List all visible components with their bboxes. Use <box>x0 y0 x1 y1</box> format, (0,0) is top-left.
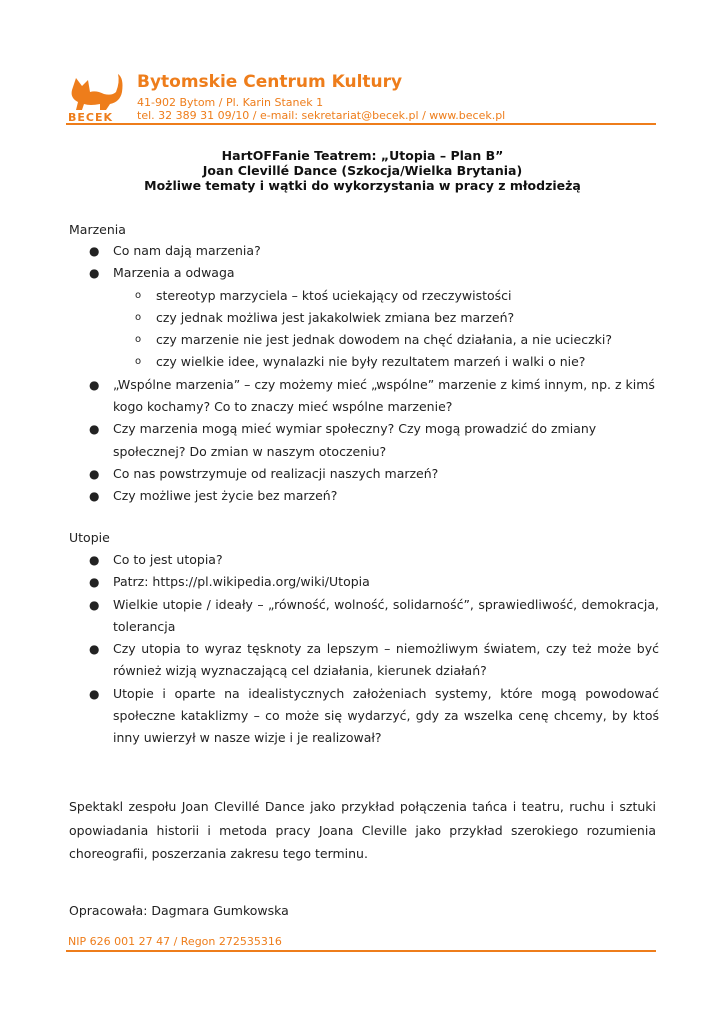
list-item <box>69 594 659 639</box>
footer-registration: NIP 626 001 27 47 / Regon 272535316 <box>68 935 282 948</box>
list-item-text: „Wspólne marzenia” – czy możemy mieć „wspólne” marzenie z kimś innym, np. z kimś kogo kochamy? Co to znaczy mieć wspólne marzenie? <box>113 376 655 415</box>
title-line-3: Możliwe tematy i wątki do wykorzystania w pracy z młodzieżą <box>144 178 581 193</box>
summary-paragraph: Spektakl zespołu Joan Clevillé Dance jako przykład połączenia tańca i teatru, ruchu i sztuki opowiadania historii i metoda pracy Joana Cleville jako przykład szerokiego rozumienia choreografii, poszerzania zakresu tego terminu. <box>69 799 656 861</box>
list-item-text: Wielkie utopie / ideały – „równość, wolność, solidarność”, sprawiedliwość, demokracja, tolerancja <box>113 596 659 634</box>
list-item-text: Czy utopia to wyraz tęsknoty za lepszym – niemożliwym światem, czy też może być również wizją wyznaczającą cel działania, kierunek działań? <box>113 641 659 679</box>
list-item-text: Co nam dają marzenia? <box>113 243 261 258</box>
bullet-dot-icon: ● <box>89 686 100 701</box>
list-item <box>69 683 659 750</box>
list-item <box>69 485 659 507</box>
bullet-dot-icon: ● <box>89 597 100 612</box>
list-item-text: Co nas powstrzymuje od realizacji naszych marzeń? <box>113 465 439 481</box>
list-item <box>69 549 659 571</box>
list-item-text: Co to jest utopia? <box>113 552 223 567</box>
footer-divider <box>66 950 656 952</box>
list-item <box>69 418 659 463</box>
sub-list-item-text: czy wielkie idee, wynalazki nie były rezultatem marzeń i walki o nie? <box>156 354 586 370</box>
document-title <box>60 148 665 193</box>
list-item <box>69 571 659 593</box>
section-heading-utopie: Utopie <box>69 530 110 545</box>
organization-name: Bytomskie Centrum Kultury <box>137 72 403 92</box>
marzenia-list <box>69 240 659 508</box>
bullet-dot-icon: ● <box>89 377 100 392</box>
bullet-dot-icon: ● <box>89 489 100 504</box>
list-item <box>69 463 659 485</box>
marzenia-sublist <box>113 285 659 374</box>
sub-list-item-text: czy jednak możliwa jest jakakolwiek zmiana bez marzeń? <box>156 309 515 325</box>
bullet-dot-icon: ● <box>89 266 100 281</box>
header-divider <box>66 123 656 125</box>
sub-list-item-text: czy marzenie nie jest jednak dowodem na chęć działania, a nie ucieczki? <box>156 332 612 348</box>
list-item <box>69 374 659 419</box>
title-line-1: HartOFFanie Teatrem: „Utopia – Plan B” <box>221 148 504 163</box>
bullet-dot-icon: ● <box>89 575 100 590</box>
sub-list-item-text: stereotyp marzyciela – ktoś uciekający od rzeczywistości <box>156 287 512 303</box>
circle-bullet-icon: o <box>135 289 142 301</box>
circle-bullet-icon: o <box>135 311 142 323</box>
organization-address: 41-902 Bytom / Pl. Karin Stanek 1 <box>137 96 324 109</box>
sub-list-item <box>69 351 659 373</box>
list-item <box>69 240 659 262</box>
section-heading-marzenia: Marzenia <box>69 222 126 237</box>
utopie-list <box>69 549 659 750</box>
list-item-text: Patrz: https://pl.wikipedia.org/wiki/Utopia <box>113 574 370 590</box>
bullet-dot-icon: ● <box>89 466 100 481</box>
bullet-dot-icon: ● <box>89 244 100 258</box>
author-credit: Opracowała: Dagmara Gumkowska <box>69 903 289 918</box>
list-item-text: Czy możliwe jest życie bez marzeń? <box>113 488 338 504</box>
list-item-text: Marzenia a odwaga <box>113 265 235 281</box>
sub-list-item <box>69 307 659 329</box>
organization-contact: tel. 32 389 31 09/10 / e-mail: sekretariat@becek.pl / www.becek.pl <box>137 109 506 122</box>
list-item-text: Utopie i oparte na idealistycznych założeniach systemy, które mogą powodować społeczne kataklizmy – co może się wydarzyć, gdy za wszelka cenę chcemy, by ktoś inny uwierzył w nasze wizje i je realizował? <box>113 685 659 746</box>
sub-list-item <box>69 285 659 307</box>
cat-logo-icon <box>66 70 126 122</box>
logo-wordmark: BECEK <box>68 111 114 122</box>
bullet-dot-icon: ● <box>89 642 100 657</box>
bullet-dot-icon: ● <box>89 422 100 437</box>
sub-list-item <box>69 329 659 351</box>
bullet-dot-icon: ● <box>89 553 100 567</box>
circle-bullet-icon: o <box>135 334 142 346</box>
list-item-text: Czy marzenia mogą mieć wymiar społeczny? Czy mogą prowadzić do zmiany społecznej? Do zmian w naszym otoczeniu? <box>113 421 597 459</box>
list-item <box>69 262 659 373</box>
list-item <box>69 638 659 683</box>
title-line-2: Joan Clevillé Dance (Szkocja/Wielka Brytania) <box>202 163 523 178</box>
circle-bullet-icon: o <box>135 356 142 368</box>
